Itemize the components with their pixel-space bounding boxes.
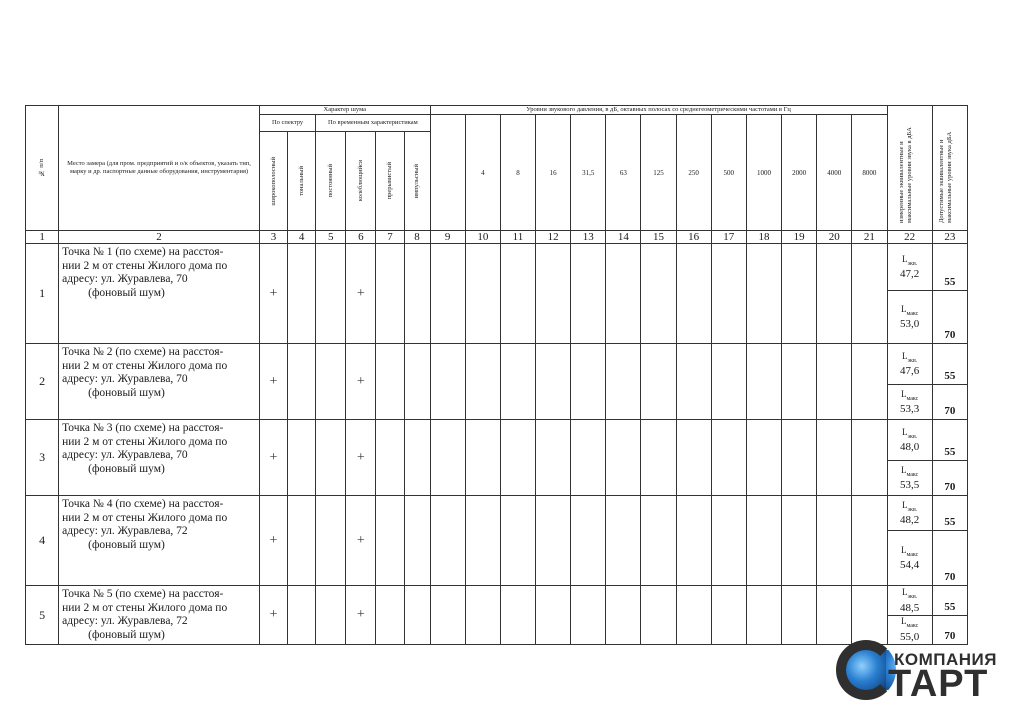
empty-cell — [641, 344, 676, 420]
empty-cell — [641, 420, 676, 496]
empty-cell — [782, 244, 817, 344]
empty-cell — [316, 496, 346, 586]
empty-cell — [817, 586, 852, 645]
freq-header: 125 — [641, 115, 676, 231]
empty-cell — [500, 496, 535, 586]
place-line: (фоновый шум) — [88, 286, 165, 299]
empty-cell — [500, 586, 535, 645]
empty-cell — [571, 496, 606, 586]
empty-cell — [465, 344, 500, 420]
column-number: 16 — [676, 231, 711, 244]
place-line: нии 2 м от стены Жилого дома по — [62, 601, 228, 614]
place-line: нии 2 м от стены Жилого дома по — [62, 435, 228, 448]
empty-cell — [676, 244, 711, 344]
empty-cell — [817, 420, 852, 496]
empty-cell — [404, 586, 430, 645]
equivalent-value: 48,2 — [899, 514, 920, 527]
tonal-header: тональный — [288, 132, 316, 231]
empty-cell — [711, 420, 746, 496]
column-number: 22 — [887, 231, 932, 244]
company-logo — [828, 640, 1003, 708]
measurement-place — [59, 244, 260, 344]
freq-header: 8000 — [852, 115, 887, 231]
freq-header: 2000 — [782, 115, 817, 231]
empty-cell — [536, 496, 571, 586]
max-value: 54,4 — [899, 559, 920, 572]
level-label: $L_{экв.}$ — [901, 586, 918, 600]
table-row — [26, 496, 968, 531]
place-line: нии 2 м от стены Жилого дома по — [62, 511, 228, 524]
freq-header: 63 — [606, 115, 641, 231]
empty-cell — [536, 344, 571, 420]
max-value: 55,0 — [899, 631, 920, 644]
column-number: 18 — [746, 231, 781, 244]
empty-cell — [430, 496, 465, 586]
table-row — [26, 420, 968, 461]
freq-header: 1000 — [746, 115, 781, 231]
equivalent-limit: 55 — [932, 420, 967, 461]
empty-cell — [465, 420, 500, 496]
empty-cell — [817, 244, 852, 344]
column-number: 13 — [571, 231, 606, 244]
level-label: $L_{макс}$ — [900, 616, 919, 630]
empty-cell — [404, 344, 430, 420]
equivalent-level — [887, 344, 932, 385]
place-line: нии 2 м от стены Жилого дома по — [62, 359, 228, 372]
empty-cell — [711, 244, 746, 344]
max-limit: 70 — [932, 461, 967, 496]
empty-cell — [430, 586, 465, 645]
empty-cell — [465, 244, 500, 344]
column-number: 3 — [259, 231, 287, 244]
empty-cell — [606, 344, 641, 420]
empty-cell — [817, 496, 852, 586]
column-number: 2 — [59, 231, 260, 244]
column-number: 7 — [376, 231, 404, 244]
level-label: $L_{экв.}$ — [901, 350, 918, 364]
equivalent-value: 48,0 — [899, 441, 920, 454]
equivalent-limit: 55 — [932, 496, 967, 531]
empty-cell — [606, 496, 641, 586]
empty-cell — [746, 586, 781, 645]
column-number: 23 — [932, 231, 967, 244]
empty-cell — [676, 420, 711, 496]
col-num-header: № п/п — [26, 106, 59, 231]
table-row — [26, 586, 968, 616]
column-number: 19 — [782, 231, 817, 244]
empty-cell — [288, 496, 316, 586]
empty-cell — [376, 586, 404, 645]
max-limit: 70 — [932, 385, 967, 420]
empty-cell — [711, 496, 746, 586]
place-line: Точка № 1 (по схеме) на расстоя- — [62, 246, 224, 258]
by-time-header: По временным характеристикам — [316, 115, 430, 132]
place-line: адресу: ул. Журавлева, 70 — [62, 273, 188, 285]
column-number-row — [26, 231, 968, 244]
place-line: адресу: ул. Журавлева, 70 — [62, 373, 188, 385]
column-number: 10 — [465, 231, 500, 244]
empty-cell — [316, 586, 346, 645]
fluctuating-mark: + — [346, 496, 376, 586]
logo-name-text: ТАРТ — [888, 663, 989, 705]
empty-cell — [536, 586, 571, 645]
level-label: $L_{макс}$ — [900, 388, 919, 402]
place-line: (фоновый шум) — [88, 628, 165, 641]
equivalent-limit: 55 — [932, 244, 967, 291]
empty-cell — [288, 244, 316, 344]
max-level — [887, 291, 932, 344]
place-line: Точка № 2 (по схеме) на расстоя- — [62, 346, 224, 358]
level-label: $L_{макс}$ — [900, 464, 919, 478]
column-number: 1 — [26, 231, 59, 244]
column-number: 21 — [852, 231, 887, 244]
empty-cell — [641, 244, 676, 344]
max-level — [887, 531, 932, 586]
measurement-place — [59, 344, 260, 420]
equivalent-level — [887, 244, 932, 291]
empty-cell — [852, 244, 887, 344]
empty-cell — [606, 244, 641, 344]
noise-character-header: Характер шума — [259, 106, 430, 115]
empty-cell — [500, 344, 535, 420]
equivalent-value: 48,5 — [899, 601, 920, 614]
max-limit: 70 — [932, 615, 967, 645]
intermittent-header: прерывистый — [376, 132, 404, 231]
column-number: 4 — [288, 231, 316, 244]
column-number: 9 — [430, 231, 465, 244]
allowed-levels-header: Допустимые эквивалентные и максимальные уровни звука дБА — [932, 106, 967, 231]
empty-cell — [316, 244, 346, 344]
empty-cell — [430, 344, 465, 420]
broadband-mark: + — [259, 496, 287, 586]
empty-cell — [536, 420, 571, 496]
empty-cell — [404, 244, 430, 344]
empty-cell — [465, 586, 500, 645]
row-number: 3 — [26, 420, 59, 496]
empty-cell — [641, 586, 676, 645]
equivalent-limit: 55 — [932, 586, 967, 616]
level-label: $L_{экв.}$ — [901, 499, 918, 513]
level-label: $L_{макс}$ — [900, 303, 919, 317]
place-line: нии 2 м от стены Жилого дома по — [62, 259, 228, 272]
level-label: $L_{макс}$ — [900, 544, 919, 558]
empty-cell — [430, 420, 465, 496]
place-line: (фоновый шум) — [88, 462, 165, 475]
empty-cell — [817, 344, 852, 420]
max-value: 53,0 — [899, 318, 920, 331]
row-number: 1 — [26, 244, 59, 344]
empty-cell — [606, 420, 641, 496]
empty-cell — [746, 420, 781, 496]
empty-cell — [746, 496, 781, 586]
empty-cell — [746, 244, 781, 344]
empty-cell — [376, 496, 404, 586]
level-label: $L_{экв.}$ — [901, 253, 918, 267]
broadband-mark: + — [259, 420, 287, 496]
place-line: (фоновый шум) — [88, 538, 165, 551]
column-number: 11 — [500, 231, 535, 244]
empty-cell — [641, 496, 676, 586]
empty-cell — [711, 344, 746, 420]
empty-cell — [288, 586, 316, 645]
column-number: 14 — [606, 231, 641, 244]
row-number: 5 — [26, 586, 59, 645]
measurement-place — [59, 586, 260, 645]
measurement-place — [59, 420, 260, 496]
fluctuating-header: колеблющийся — [346, 132, 376, 231]
max-value: 53,5 — [899, 479, 920, 492]
empty-cell — [465, 496, 500, 586]
empty-cell — [316, 344, 346, 420]
place-line: адресу: ул. Журавлева, 72 — [62, 615, 188, 627]
empty-cell — [606, 586, 641, 645]
empty-cell — [852, 420, 887, 496]
place-line: Точка № 4 (по схеме) на расстоя- — [62, 498, 224, 510]
max-level — [887, 385, 932, 420]
empty-cell — [782, 496, 817, 586]
broadband-mark: + — [259, 244, 287, 344]
empty-cell — [404, 420, 430, 496]
broadband-mark: + — [259, 586, 287, 645]
max-limit: 70 — [932, 531, 967, 586]
equivalent-value: 47,2 — [899, 268, 920, 281]
max-value: 53,3 — [899, 403, 920, 416]
empty-cell — [376, 244, 404, 344]
fluctuating-mark: + — [346, 344, 376, 420]
table-row — [26, 344, 968, 385]
empty-cell — [288, 344, 316, 420]
empty-cell — [852, 496, 887, 586]
column-number: 20 — [817, 231, 852, 244]
empty-cell — [782, 344, 817, 420]
globe-icon — [836, 640, 896, 700]
empty-cell — [746, 344, 781, 420]
empty-cell — [288, 420, 316, 496]
freq-header: 500 — [711, 115, 746, 231]
empty-cell — [676, 496, 711, 586]
empty-cell — [571, 586, 606, 645]
empty-cell — [500, 244, 535, 344]
empty-cell — [500, 420, 535, 496]
logo-company-text: КОМПАНИЯ — [894, 650, 997, 669]
place-line: (фоновый шум) — [88, 386, 165, 399]
freq-header: 250 — [676, 115, 711, 231]
freq-header: 16 — [536, 115, 571, 231]
impulse-header: импульсный — [404, 132, 430, 231]
column-number: 8 — [404, 231, 430, 244]
col-place-header: Место замера (для пром. предприятий и о/к объектов, указать тип, марку и др. паспортные данные оборудования, инструментария) — [59, 106, 260, 231]
equivalent-level — [887, 586, 932, 616]
measurement-place — [59, 496, 260, 586]
empty-cell — [376, 344, 404, 420]
fluctuating-mark: + — [346, 586, 376, 645]
equivalent-value: 47,6 — [899, 365, 920, 378]
max-limit: 70 — [932, 291, 967, 344]
empty-cell — [571, 344, 606, 420]
freq-header: 31,5 — [571, 115, 606, 231]
by-spectrum-header: По спектру — [259, 115, 315, 132]
column-number: 17 — [711, 231, 746, 244]
column-number: 12 — [536, 231, 571, 244]
place-line: адресу: ул. Журавлева, 72 — [62, 525, 188, 537]
equivalent-level — [887, 496, 932, 531]
freq-header: 4000 — [817, 115, 852, 231]
measured-levels-header: измеренные эквивалентные и максимальные уровни звука в дБА — [887, 106, 932, 231]
broadband-mark: + — [259, 344, 287, 420]
fluctuating-mark: + — [346, 420, 376, 496]
row-number: 2 — [26, 344, 59, 420]
empty-cell — [782, 420, 817, 496]
empty-cell — [676, 344, 711, 420]
empty-cell — [711, 586, 746, 645]
empty-cell — [376, 420, 404, 496]
column-number: 15 — [641, 231, 676, 244]
constant-header: постоянный — [316, 132, 346, 231]
table-row — [26, 244, 968, 291]
level-label: $L_{экв.}$ — [901, 426, 918, 440]
empty-cell — [852, 344, 887, 420]
freq-header: 8 — [500, 115, 535, 231]
equivalent-limit: 55 — [932, 344, 967, 385]
equivalent-level — [887, 420, 932, 461]
column-number: 6 — [346, 231, 376, 244]
freq-header: 4 — [465, 115, 500, 231]
place-line: Точка № 5 (по схеме) на расстоя- — [62, 588, 224, 600]
noise-measurement-table — [25, 105, 968, 645]
max-level — [887, 461, 932, 496]
broadband-header: широкополосный — [259, 132, 287, 231]
empty-cell — [536, 244, 571, 344]
freq-header — [430, 115, 465, 231]
fluctuating-mark: + — [346, 244, 376, 344]
empty-cell — [571, 244, 606, 344]
empty-cell — [430, 244, 465, 344]
place-line: адресу: ул. Журавлева, 70 — [62, 449, 188, 461]
empty-cell — [782, 586, 817, 645]
empty-cell — [571, 420, 606, 496]
place-line: Точка № 3 (по схеме) на расстоя- — [62, 422, 224, 434]
empty-cell — [404, 496, 430, 586]
empty-cell — [676, 586, 711, 645]
octave-levels-header: Уровни звукового давления, в дБ, октавных полосах со среднегеометрическими частотами в Гц — [430, 106, 887, 115]
column-number: 5 — [316, 231, 346, 244]
empty-cell — [852, 586, 887, 645]
row-number: 4 — [26, 496, 59, 586]
empty-cell — [316, 420, 346, 496]
